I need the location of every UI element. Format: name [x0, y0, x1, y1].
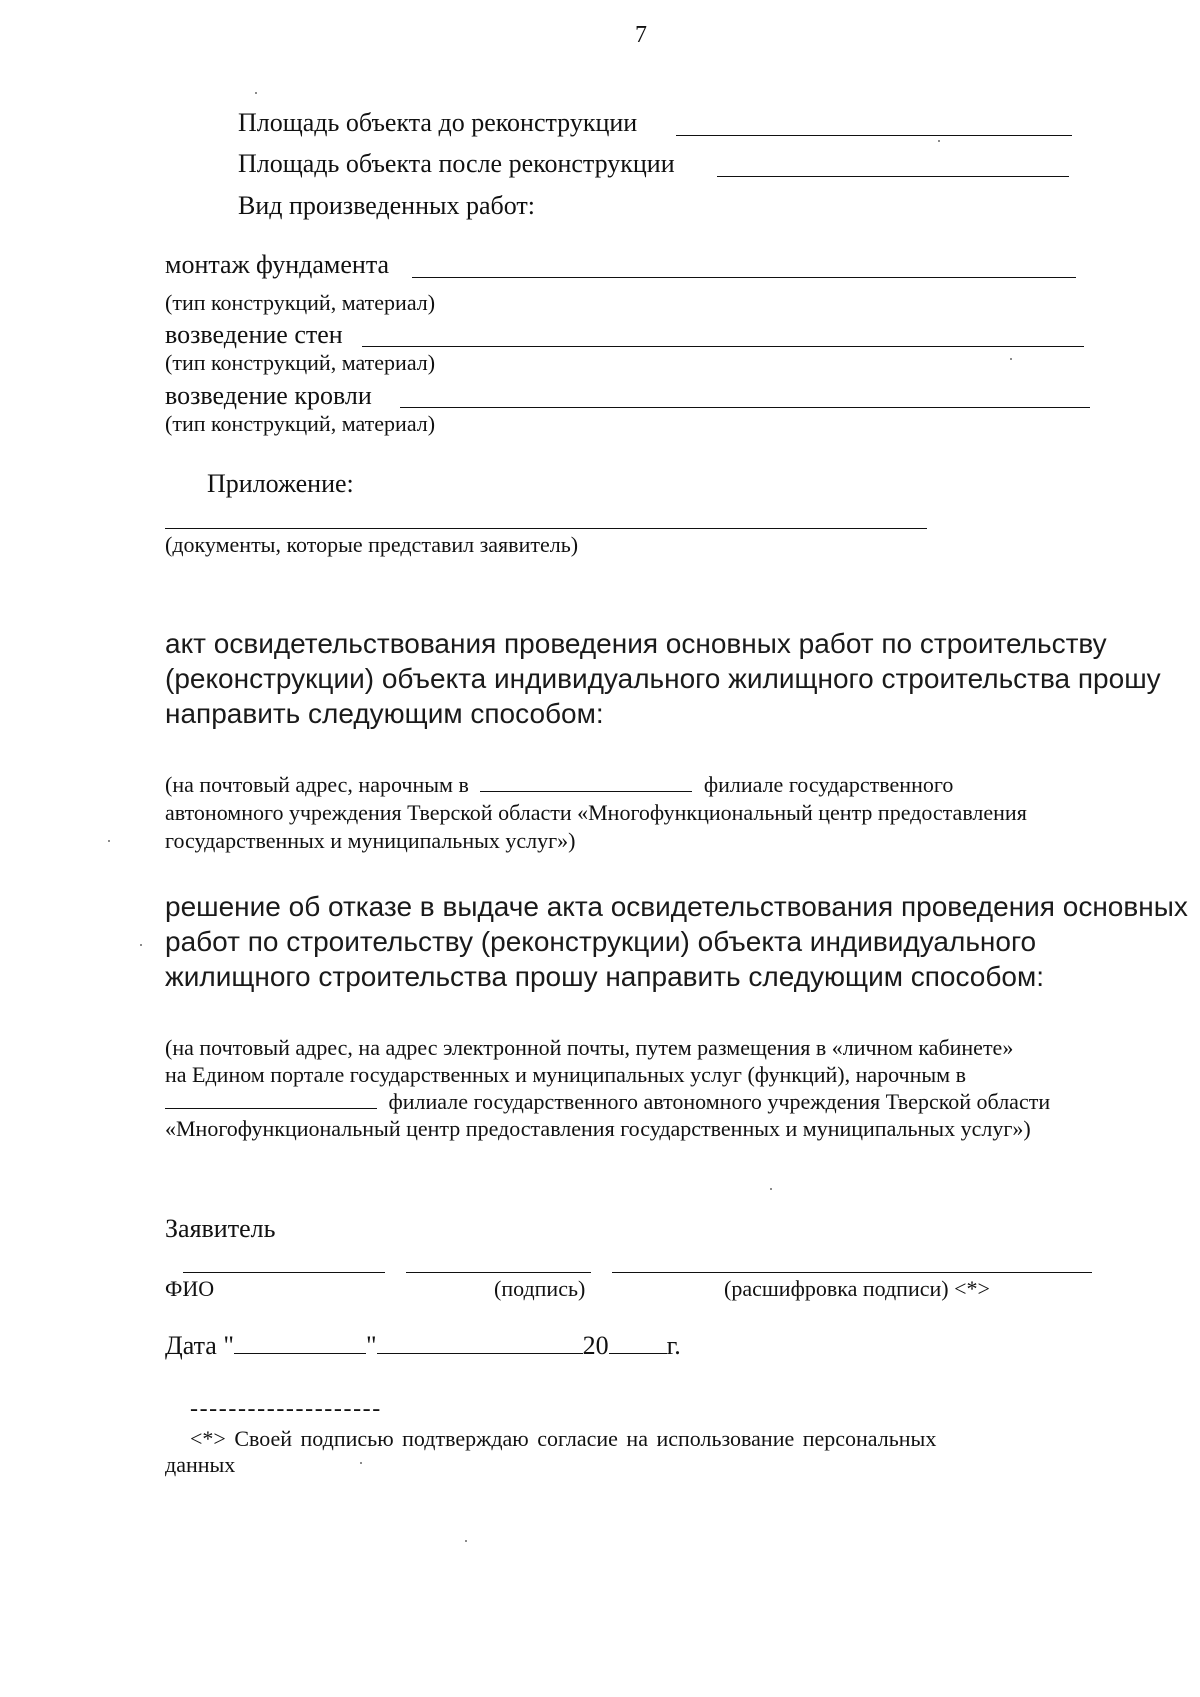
area-after-field[interactable]: [717, 176, 1069, 177]
act-delivery-line-2: (реконструкции) объекта индивидуального жилищного строительства прошу: [165, 663, 1161, 694]
area-before-label: Площадь объекта до реконструкции: [238, 108, 638, 137]
act-delivery-line-3: направить следующим способом:: [165, 698, 604, 729]
scan-speck: [108, 840, 110, 842]
scan-speck: [938, 140, 940, 142]
refusal-delivery-hint-line-2: на Едином портале государственных и муниципальных услуг (функций), нарочным в: [165, 1062, 966, 1087]
scan-speck: [140, 944, 142, 946]
act-delivery-hint-line-1: [165, 772, 953, 798]
work-foundation-field[interactable]: [412, 277, 1076, 278]
date-year-suffix: г.: [666, 1331, 681, 1360]
fio-label: ФИО: [165, 1276, 215, 1301]
refusal-delivery-hint-line-1: (на почтовый адрес, на адрес электронной почты, путем размещения в «личном кабинете»: [165, 1035, 1014, 1060]
attachment-field[interactable]: [165, 528, 927, 529]
decoding-field[interactable]: [612, 1272, 1092, 1273]
footnote-separator: --------------------: [190, 1396, 382, 1422]
work-roof-hint: (тип конструкций, материал): [165, 411, 436, 436]
scan-speck: [465, 1540, 467, 1542]
refusal-delivery-line-3: жилищного строительства прошу направить следующим способом:: [165, 961, 1044, 992]
refusal-delivery-line-2: работ по строительству (реконструкции) объекта индивидуального: [165, 926, 1037, 957]
page-number: 7: [635, 22, 647, 48]
refusal-delivery-hint-line-3: [165, 1089, 1050, 1115]
applicant-heading: Заявитель: [165, 1214, 276, 1243]
act-delivery-line-1: акт освидетельствования проведения основных работ по строительству: [165, 628, 1107, 659]
area-before-field[interactable]: [676, 135, 1072, 136]
footnote-line-1: <*> Своей подписью подтверждаю согласие на использование персональных: [190, 1426, 937, 1451]
scan-speck: [1010, 358, 1012, 360]
work-roof-field[interactable]: [400, 407, 1090, 408]
work-roof-label: возведение кровли: [165, 381, 372, 410]
act-hint-end: филиале государственного: [703, 772, 954, 797]
date-label: Дата ": [165, 1331, 234, 1360]
scan-speck: [360, 1462, 362, 1464]
decoding-label: (расшифровка подписи) <*>: [724, 1276, 990, 1301]
work-walls-field[interactable]: [362, 346, 1084, 347]
refusal-hint-end: филиале государственного автономного учреждения Тверской области: [388, 1089, 1051, 1114]
scan-speck: [770, 1188, 772, 1190]
date-year-prefix: 20: [582, 1331, 609, 1360]
signature-field[interactable]: [406, 1272, 591, 1273]
date-day-field[interactable]: [234, 1352, 366, 1354]
attachment-hint: (документы, которые представил заявитель): [165, 532, 579, 557]
refusal-delivery-line-1: решение об отказе в выдаче акта освидетельствования проведения основных: [165, 891, 1188, 922]
act-delivery-hint-line-2: автономного учреждения Тверской области «Многофункциональный центр предоставления: [165, 800, 1027, 825]
date-year-field[interactable]: [609, 1352, 667, 1354]
date-quote: ": [365, 1331, 377, 1360]
date-row: [165, 1331, 681, 1361]
attachment-heading: Приложение:: [207, 469, 354, 498]
work-foundation-label: монтаж фундамента: [165, 250, 390, 279]
fio-field[interactable]: [183, 1272, 385, 1273]
works-heading: Вид произведенных работ:: [238, 191, 535, 220]
area-after-label: Площадь объекта после реконструкции: [238, 149, 675, 178]
refusal-delivery-hint-line-4: «Многофункциональный центр предоставления государственных и муниципальных услуг»): [165, 1116, 1031, 1141]
refusal-mfc-branch-field[interactable]: [165, 1107, 377, 1109]
work-walls-label: возведение стен: [165, 320, 343, 349]
act-delivery-hint-line-3: государственных и муниципальных услуг»): [165, 828, 576, 853]
act-mfc-branch-field[interactable]: [480, 790, 692, 792]
scan-speck: [255, 92, 257, 94]
work-walls-hint: (тип конструкций, материал): [165, 350, 436, 375]
footnote-line-2: данных: [165, 1452, 236, 1477]
date-month-field[interactable]: [377, 1352, 583, 1354]
signature-label: (подпись): [494, 1276, 586, 1301]
work-foundation-hint: (тип конструкций, материал): [165, 290, 436, 315]
act-hint-start: (на почтовый адрес, нарочным в: [165, 772, 469, 797]
